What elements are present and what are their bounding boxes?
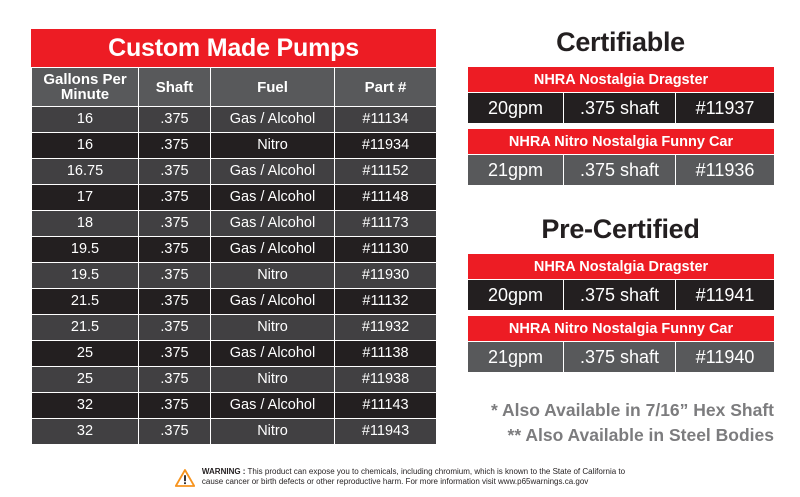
cell-shaft: .375 <box>139 263 211 289</box>
cell-part: #11934 <box>335 133 437 159</box>
cell-gpm: 25 <box>32 341 139 367</box>
custom-made-pumps-table <box>31 67 437 445</box>
cell-gpm: 20gpm <box>468 93 564 124</box>
cell-gpm: 16 <box>32 133 139 159</box>
certifiable-funnycar-table <box>467 128 775 186</box>
table-row <box>32 419 437 445</box>
cell-shaft: .375 <box>139 393 211 419</box>
cell-shaft: .375 <box>139 367 211 393</box>
cell-fuel: Gas / Alcohol <box>211 341 335 367</box>
table-row <box>32 367 437 393</box>
warning-line-1: This product can expose you to chemicals, including chromium, which is known to the State of California to <box>245 467 626 476</box>
cell-shaft: .375 <box>139 159 211 185</box>
table-header-row <box>32 68 437 107</box>
cell-fuel: Nitro <box>211 419 335 445</box>
availability-notes <box>467 398 774 448</box>
warning-text <box>202 467 625 487</box>
cell-part: #11148 <box>335 185 437 211</box>
cell-part: #11130 <box>335 237 437 263</box>
table-row <box>32 289 437 315</box>
cell-shaft: .375 <box>139 341 211 367</box>
cell-gpm: 19.5 <box>32 237 139 263</box>
table-row <box>468 155 775 186</box>
warning-line-2: cause cancer or birth defects or other reproductive harm. For more information visit www.p65warnings.ca.gov <box>201 477 589 486</box>
cell-shaft: .375 shaft <box>564 342 676 373</box>
cell-part: #11143 <box>335 393 437 419</box>
table-row <box>32 159 437 185</box>
section-header-row <box>468 316 775 342</box>
note-hex-shaft: * Also Available in 7/16” Hex Shaft <box>490 400 774 420</box>
precertified-funnycar-table <box>467 315 775 373</box>
cell-shaft: .375 <box>139 211 211 237</box>
note-steel-bodies: ** Also Available in Steel Bodies <box>507 425 774 445</box>
section-header-row <box>468 254 775 280</box>
cell-fuel: Gas / Alcohol <box>211 211 335 237</box>
cell-part: #11937 <box>676 93 775 124</box>
cell-fuel: Gas / Alcohol <box>211 393 335 419</box>
cell-gpm: 20gpm <box>468 280 564 311</box>
column-header-shaft: Shaft <box>139 68 211 107</box>
table-row <box>32 133 437 159</box>
cell-part: #11940 <box>676 342 775 373</box>
cell-fuel: Nitro <box>211 263 335 289</box>
cell-part: #11936 <box>676 155 775 186</box>
section-header-label: NHRA Nitro Nostalgia Funny Car <box>468 316 775 342</box>
cell-shaft: .375 shaft <box>564 280 676 311</box>
cell-fuel: Nitro <box>211 133 335 159</box>
cell-fuel: Gas / Alcohol <box>211 237 335 263</box>
cell-gpm: 16 <box>32 107 139 133</box>
cell-part: #11152 <box>335 159 437 185</box>
cell-fuel: Gas / Alcohol <box>211 107 335 133</box>
cell-gpm: 21gpm <box>468 342 564 373</box>
table-row <box>32 315 437 341</box>
warning-label: WARNING : <box>201 467 246 476</box>
column-header-gpm: Gallons Per Minute <box>32 68 139 107</box>
cell-shaft: .375 <box>139 133 211 159</box>
cell-shaft: .375 <box>139 107 211 133</box>
table-row <box>468 280 775 311</box>
section-header-row <box>468 129 775 155</box>
cell-part: #11943 <box>335 419 437 445</box>
cell-part: #11134 <box>335 107 437 133</box>
warning-triangle-icon <box>175 469 195 487</box>
section-header-label: NHRA Nostalgia Dragster <box>468 254 775 280</box>
cell-shaft: .375 shaft <box>564 155 676 186</box>
section-header-row <box>468 67 775 93</box>
cell-shaft: .375 <box>139 289 211 315</box>
cell-gpm: 16.75 <box>32 159 139 185</box>
cell-part: #11941 <box>676 280 775 311</box>
certification-block <box>467 26 774 448</box>
table-row <box>32 107 437 133</box>
cell-fuel: Gas / Alcohol <box>211 185 335 211</box>
cell-fuel: Gas / Alcohol <box>211 289 335 315</box>
certifiable-heading: Certifiable <box>556 27 685 57</box>
cell-part: #11173 <box>335 211 437 237</box>
cell-gpm: 21.5 <box>32 289 139 315</box>
cell-gpm: 19.5 <box>32 263 139 289</box>
table-row <box>32 237 437 263</box>
cell-shaft: .375 <box>139 185 211 211</box>
cell-part: #11132 <box>335 289 437 315</box>
certifiable-dragster-table <box>467 66 775 124</box>
cell-shaft: .375 <box>139 237 211 263</box>
table-row <box>468 93 775 124</box>
cell-part: #11938 <box>335 367 437 393</box>
table-row <box>468 342 775 373</box>
cell-gpm: 32 <box>32 419 139 445</box>
cell-gpm: 18 <box>32 211 139 237</box>
table-row <box>32 185 437 211</box>
table-row <box>32 341 437 367</box>
precertified-heading: Pre-Certified <box>541 214 700 244</box>
table-row <box>32 211 437 237</box>
cell-gpm: 21gpm <box>468 155 564 186</box>
column-header-part: Part # <box>335 68 437 107</box>
prop65-warning <box>0 467 800 487</box>
cell-gpm: 17 <box>32 185 139 211</box>
section-header-label: NHRA Nostalgia Dragster <box>468 67 775 93</box>
cell-fuel: Gas / Alcohol <box>211 159 335 185</box>
precertified-dragster-table <box>467 253 775 311</box>
cell-part: #11932 <box>335 315 437 341</box>
cell-shaft: .375 <box>139 315 211 341</box>
custom-made-pumps-title: Custom Made Pumps <box>31 29 436 67</box>
section-header-label: NHRA Nitro Nostalgia Funny Car <box>468 129 775 155</box>
cell-gpm: 21.5 <box>32 315 139 341</box>
cell-gpm: 25 <box>32 367 139 393</box>
cell-fuel: Nitro <box>211 367 335 393</box>
cell-part: #11930 <box>335 263 437 289</box>
cell-gpm: 32 <box>32 393 139 419</box>
custom-made-pumps-block <box>31 29 436 445</box>
cell-shaft: .375 shaft <box>564 93 676 124</box>
column-header-fuel: Fuel <box>211 68 335 107</box>
cell-shaft: .375 <box>139 419 211 445</box>
table-row <box>32 263 437 289</box>
cell-part: #11138 <box>335 341 437 367</box>
table-row <box>32 393 437 419</box>
cell-fuel: Nitro <box>211 315 335 341</box>
